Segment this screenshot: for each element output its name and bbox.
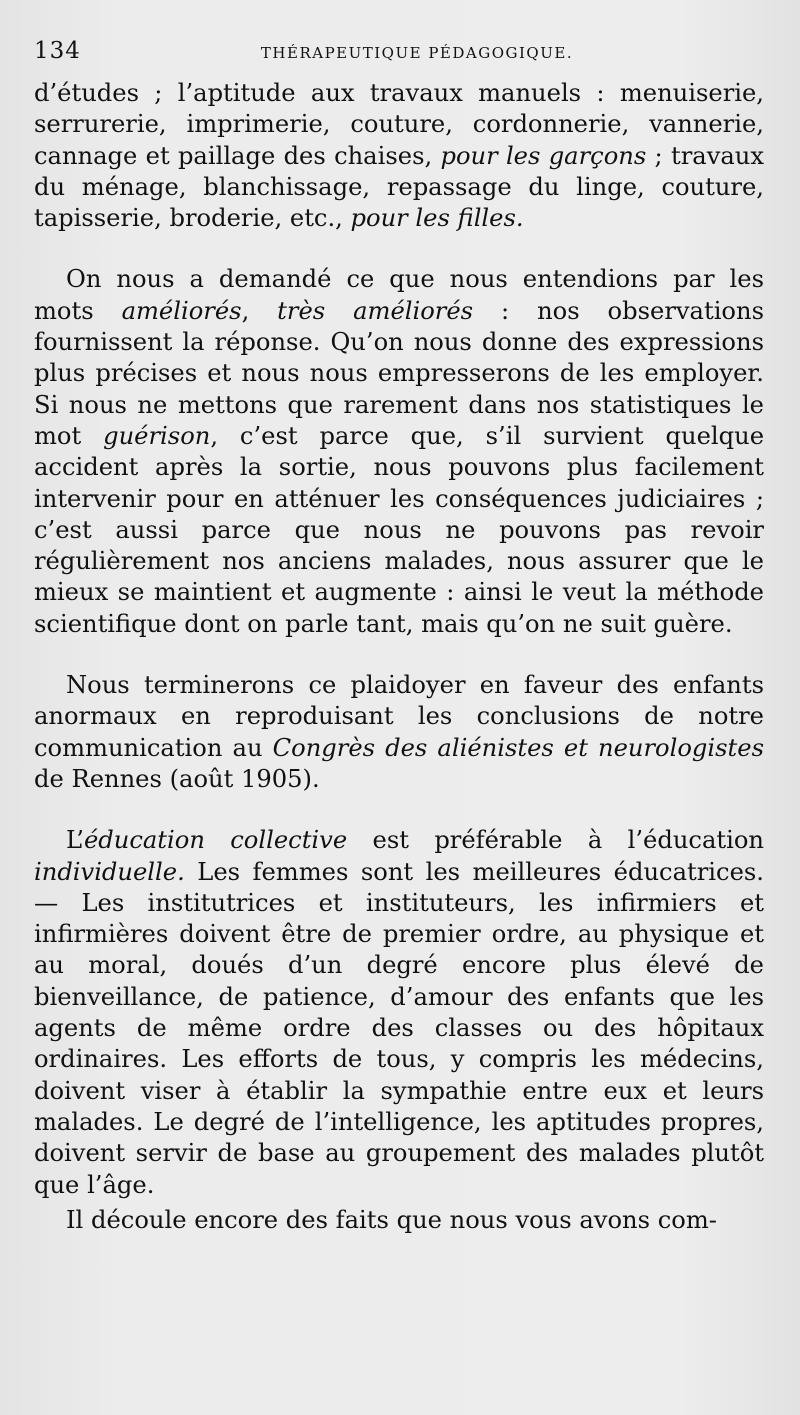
page-number: 134 (34, 38, 81, 64)
paragraph-2-text-d: , c’est parce que, s’il survient quelque accident après la sortie, nous pouvons plus facilement intervenir pour en atténuer les conséquences judiciaires ; c’est aussi parce que nous ne pouvons pas revoir régulièrement nos anciens malades, nous assurer que le mieux se maintient et augmente : ainsi le veut la méthode scientifique dont on parle tant, mais qu’on ne suit guère. (34, 421, 765, 638)
paragraph-4-text-c: Les femmes sont les meilleures éducatrices. — Les institutrices et instituteurs, les infirmiers et infirmières doivent être de premier ordre, au physique et au moral, doués d’un degré encore plus élevé de bienveillance, de patience, d’amour des enfants que les agents de même ordre des classes ou des hôpitaux ordinaires. Les efforts de tous, y compris les médecins, doivent viser à établir la sympathie entre eux et leurs malades. Le degré de l’intelligence, les aptitudes propres, doivent servir de base au groupement des malades plutôt que l’âge. (34, 857, 764, 1199)
paragraph-2-italic-c: guérison (103, 421, 211, 450)
paragraph-3-text-a: Nous terminerons ce plaidoyer en faveur des enfants anormaux en reproduisant les conclusions de notre communication au (34, 671, 764, 762)
paragraph-4 (34, 825, 764, 1201)
paragraph-3 (34, 670, 764, 795)
paragraph-2-italic-a: améliorés (121, 296, 242, 325)
paragraph-1 (34, 78, 764, 234)
paragraph-5-text-a: Il découle encore des faits que nous vous avons com- (66, 1205, 717, 1234)
paragraph-3-italic-a: Congrès des aliénistes et neurologistes (272, 733, 764, 762)
paragraph-1-text-a: d’études ; l’aptitude aux travaux manuels : menuiserie, serrurerie, imprimerie, couture, cordonnerie, vannerie, cannage et paillage des chaises, (34, 79, 764, 170)
paragraph-2-text-c: : nos observations fournissent la réponse. Qu’on nous donne des expressions plus précises et nous nous empresserons de les employer. Si nous ne mettons que rarement dans nos statistiques le mot (34, 296, 764, 450)
paragraph-4-italic-a: éducation collective (83, 826, 348, 855)
paragraph-1-text-b: ; travaux du ménage, blanchissage, repassage du linge, couture, tapisserie, broderie, etc., (34, 141, 764, 233)
running-title: THÉRAPEUTIQUE PÉDAGOGIQUE. (260, 44, 574, 62)
paragraph-1-italic-b: pour les filles. (350, 204, 524, 233)
paragraph-1-italic-a: pour les garçons (440, 141, 647, 170)
paragraph-2-text-b: , (241, 296, 278, 325)
paragraph-4-text-a: L’ (66, 826, 84, 855)
page-header (34, 38, 760, 68)
paragraph-4-italic-b: individuelle. (34, 857, 185, 886)
paragraph-4-text-b: est préférable à l’éducation (347, 826, 764, 855)
body-text (34, 78, 764, 1236)
paragraph-2 (34, 264, 764, 640)
paragraph-2-text-a: On nous a demandé ce que nous entendions par les mots (34, 265, 764, 325)
paragraph-5 (34, 1205, 764, 1236)
paragraph-3-text-b: de Rennes (août 1905). (34, 764, 320, 793)
paragraph-2-italic-b: très améliorés (277, 296, 474, 325)
